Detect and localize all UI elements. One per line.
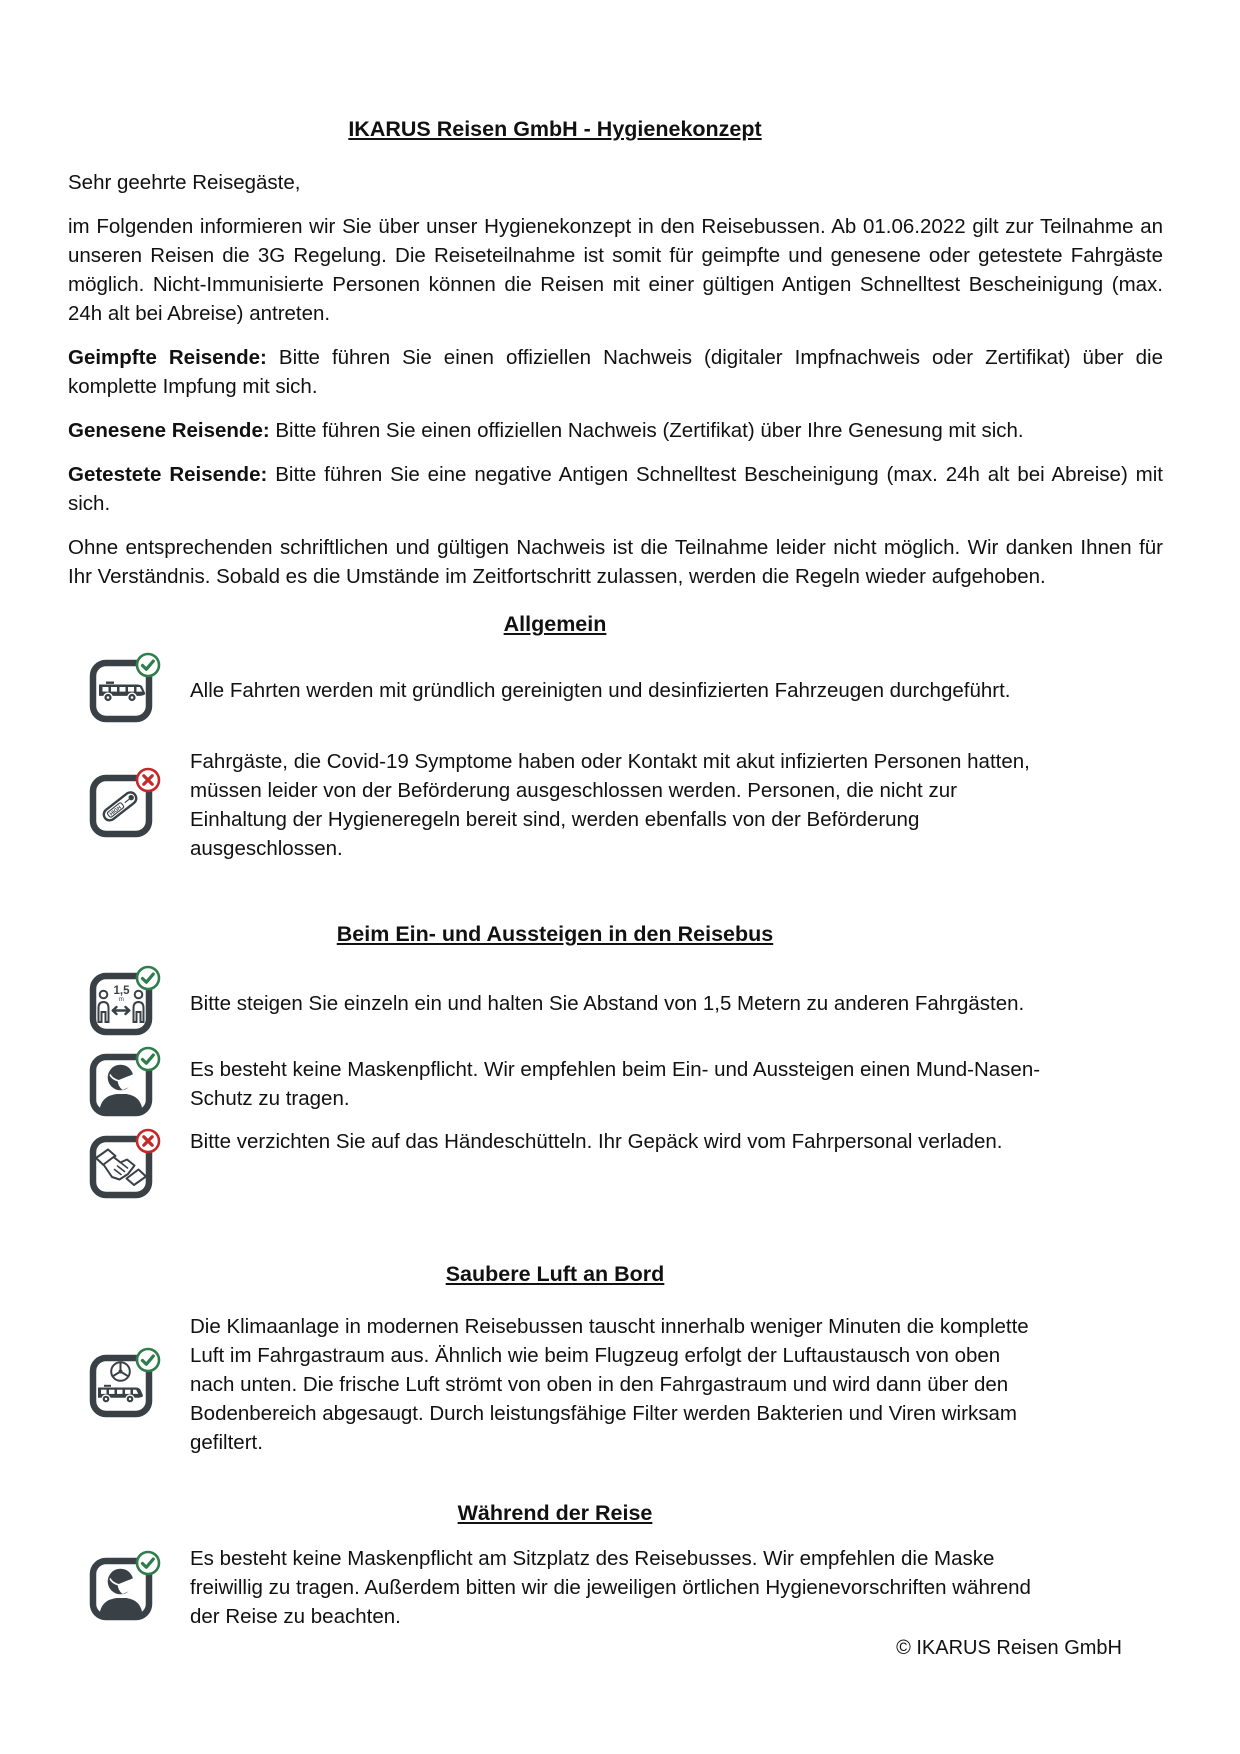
note-recovered <box>68 416 1163 445</box>
check-badge-icon <box>137 1552 159 1574</box>
rule-text: Es besteht keine Maskenpflicht am Sitzplatz des Reisebusses. Wir empfehlen die Maske freiwillig zu tragen. Außerdem bitten wir die jeweiligen örtlichen Hygienevorschriften während der Reise zu beachten. <box>190 1547 1031 1628</box>
note-text: Bitte führen Sie einen offiziellen Nachweis (digitaler Impfnachweis oder Zertifikat) über die komplette Impfung mit sich. <box>68 346 1163 398</box>
rule-row-handshake <box>68 1127 1163 1205</box>
rule-text: Alle Fahrten werden mit gründlich gereinigten und desinfizierten Fahrzeugen durchgeführt. <box>190 678 1011 702</box>
check-badge-icon <box>137 1349 159 1371</box>
social-distance-icon <box>86 964 164 1042</box>
check-badge-icon <box>137 967 159 989</box>
cross-badge-icon <box>137 1130 159 1152</box>
face-mask-icon <box>86 1045 164 1123</box>
fever-thermometer-icon <box>86 766 164 844</box>
check-badge-icon <box>137 654 159 676</box>
intro-paragraph: im Folgenden informieren wir Sie über unser Hygienekonzept in den Reisebussen. Ab 01.06.2022 gilt zur Teilnahme an unseren Reisen die 3G Regelung. Die Reiseteilnahme ist somit für geimpfte und genesene oder getestete Fahrgäste möglich. Nicht-Immunisierte Personen können die Reisen mit einer gültigen Antigen Schnelltest Bescheinigung (max. 24h alt bei Abreise) antreten. <box>68 215 1163 325</box>
rule-row-mask-seat <box>68 1544 1163 1631</box>
note-vaccinated <box>68 343 1163 401</box>
section-heading-waehrend-der-reise: Während der Reise <box>457 1501 653 1525</box>
note-text: Bitte führen Sie einen offiziellen Nachweis (Zertifikat) über Ihre Genesung mit sich. <box>275 419 1024 442</box>
coach-bus-icon <box>86 651 164 729</box>
rule-text: Bitte steigen Sie einzeln ein und halten Sie Abstand von 1,5 Metern zu anderen Fahrgästen. <box>190 991 1025 1015</box>
handshake-icon <box>86 1127 164 1205</box>
rule-row-symptoms <box>68 747 1163 863</box>
rule-text: Es besteht keine Maskenpflicht. Wir empfehlen beim Ein- und Aussteigen einen Mund-Nasen-Schutz zu tragen. <box>190 1058 1041 1110</box>
note-tested <box>68 460 1163 518</box>
copyright-footer: © IKARUS Reisen GmbH <box>896 1637 1122 1659</box>
rule-row-clean-bus <box>68 651 1163 729</box>
rule-text: Bitte verzichten Sie auf das Händeschütteln. Ihr Gepäck wird vom Fahrpersonal verladen. <box>190 1130 1003 1153</box>
note-label: Geimpfte Reisende: <box>68 346 267 369</box>
rule-row-mask-boarding <box>68 1045 1163 1123</box>
check-badge-icon <box>137 1048 159 1070</box>
disclaimer-paragraph: Ohne entsprechenden schriftlichen und gültigen Nachweis ist die Teilnahme leider nicht möglich. Wir danken Ihnen für Ihr Verständnis. Sobald es die Umstände im Zeitfortschritt zulassen, werden die Regeln wieder aufgehoben. <box>68 536 1163 588</box>
cross-badge-icon <box>137 769 159 791</box>
note-label: Genesene Reisende: <box>68 419 270 442</box>
rule-row-air <box>68 1312 1163 1457</box>
note-label: Getestete Reisende: <box>68 463 268 486</box>
air-conditioning-bus-icon <box>86 1346 164 1424</box>
section-heading-einaussteigen: Beim Ein- und Aussteigen in den Reisebus <box>336 922 774 946</box>
document-title: IKARUS Reisen GmbH - Hygienekonzept <box>348 117 762 141</box>
rule-text: Fahrgäste, die Covid-19 Symptome haben oder Kontakt mit akut infizierten Personen hatten, müssen leider von der Beförderung ausgeschlossen werden. Personen, die nicht zur Einhaltung der Hygieneregeln bereit sind, werden ebenfalls von der Beförderung ausgeschlossen. <box>190 750 1030 860</box>
face-mask-icon <box>86 1549 164 1627</box>
note-text: Bitte führen Sie eine negative Antigen Schnelltest Bescheinigung (max. 24h alt bei Abreise) mit sich. <box>68 463 1164 515</box>
rule-text: Die Klimaanlage in modernen Reisebussen tauscht innerhalb weniger Minuten die komplette Luft im Fahrgastraum aus. Ähnlich wie beim Flugzeug erfolgt der Luftaustausch von oben nach unten. Die frische Luft strömt von oben in den Fahrgastraum und wird dann über den Bodenbereich abgesaugt. Durch leistungsfähige Filter werden Bakterien und Viren wirksam gefiltert. <box>190 1315 1029 1454</box>
section-heading-saubere-luft: Saubere Luft an Bord <box>445 1262 665 1286</box>
section-heading-allgemein: Allgemein <box>503 612 607 636</box>
rule-row-distance <box>68 964 1163 1042</box>
salutation: Sehr geehrte Reisegäste, <box>68 171 301 194</box>
